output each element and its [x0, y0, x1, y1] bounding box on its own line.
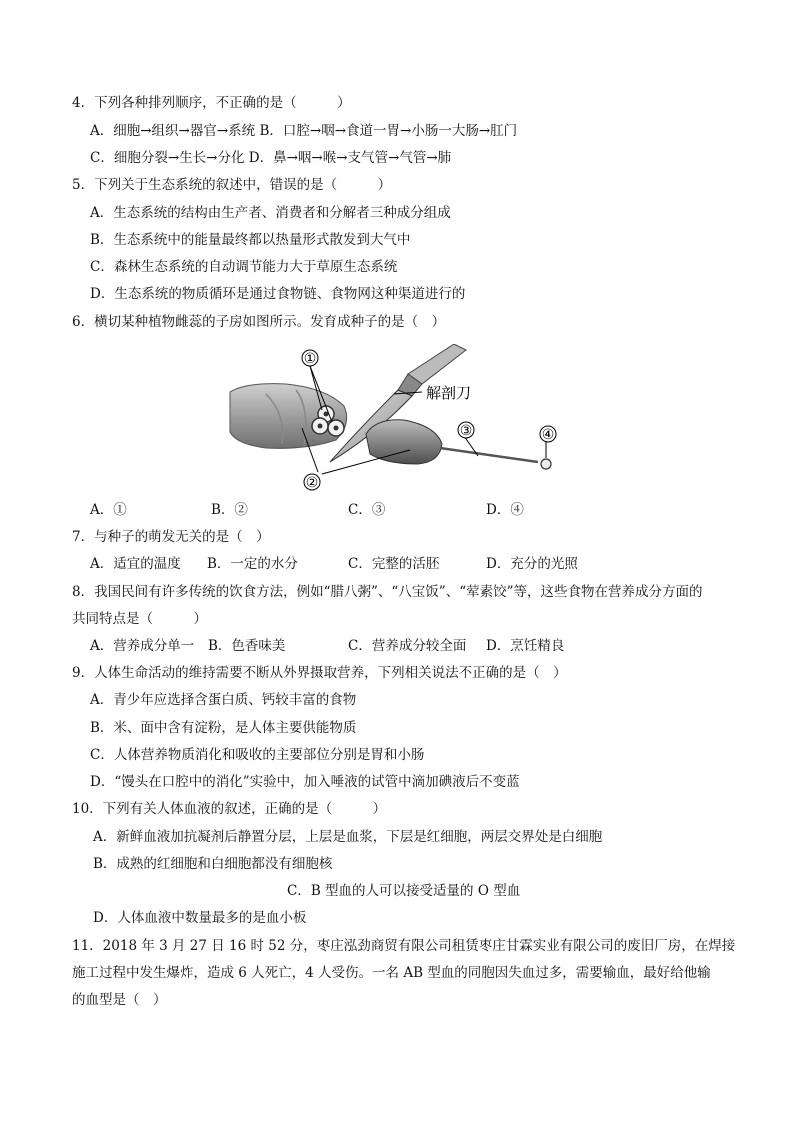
marker-1-label: ①	[303, 351, 317, 367]
q7-stem: 7．与种子的萌发无关的是（ ）	[72, 529, 270, 545]
q7-option-c: C．完整的活胚	[348, 556, 440, 572]
q9-option-d: D．“馒头在口腔中的消化”实验中，加入唾液的试管中滴加碘液后不变蓝	[90, 774, 520, 790]
q7-option-b: B．一定的水分	[207, 556, 298, 572]
q8-stem-line1: 8．我国民间有许多传统的饮食方法，例如“腊八粥”、“八宝饭”、“荤素饺”等，这些食物在营养成分方面的	[72, 584, 703, 600]
marker-2-label: ②	[305, 475, 319, 491]
q8-option-b: B．色香味美	[208, 638, 286, 654]
scalpel-label: 解剖刀	[426, 384, 472, 402]
q9-option-c: C．人体营养物质消化和吸收的主要部位分别是胃和小肠	[90, 747, 425, 763]
q4-stem: 4．下列各种排列顺序，不正确的是（ ）	[72, 95, 351, 111]
q8-stem-line2: 共同特点是（ ）	[72, 611, 207, 627]
q11-stem-line1: 11．2018 年 3 月 27 日 16 时 52 分，枣庄泓劲商贸有限公司租赁枣庄甘霖实业有限公司的废旧厂房，在焊接	[72, 938, 736, 954]
scalpel-handle	[408, 344, 466, 384]
ovary-figure-svg	[226, 344, 566, 494]
q5-option-d: D．生态系统的物质循环是通过食物链、食物网这种渠道进行的	[90, 286, 466, 302]
q5-stem: 5．下列关于生态系统的叙述中，错误的是（ ）	[72, 177, 392, 193]
q10-stem: 10．下列有关人体血液的叙述，正确的是（ ）	[72, 801, 387, 817]
q7-option-d: D．充分的光照	[486, 556, 578, 572]
q4-options-line2: C．细胞分裂→生长→分化 D．鼻→咽→喉→支气管→气管→肺	[90, 150, 452, 166]
q6-option-a: A．①	[90, 502, 127, 518]
q8-option-d: D．烹饪精良	[486, 638, 565, 654]
q9-option-b: B．米、面中含有淀粉，是人体主要供能物质	[90, 720, 357, 736]
q9-stem: 9．人体生命活动的维持需要不断从外界摄取营养，下列相关说法不正确的是（ ）	[72, 665, 567, 681]
q11-stem-line2: 施工过程中发生爆炸，造成 6 人死亡，4 人受伤。一名 AB 型血的同胞因失血过多，需要输血，最好给他输	[72, 965, 711, 981]
q5-option-b: B．生态系统中的能量最终都以热量形式散发到大气中	[90, 232, 411, 248]
q9-option-a: A．青少年应选择含蛋白质、钙较丰富的食物	[90, 692, 357, 708]
ovary-cross-section-figure	[226, 344, 566, 494]
q11-stem-line3: 的血型是（ ）	[72, 992, 167, 1008]
marker-4-label: ④	[541, 427, 555, 443]
q8-option-a: A．营养成分单一	[90, 638, 195, 654]
q4-options-line1: A．细胞→组织→器官→系统 B．口腔→咽→食道一胃→小肠一大肠→肛门	[90, 123, 518, 139]
q10-option-c: C．B 型血的人可以接受适量的 O 型血	[287, 883, 521, 899]
q10-option-b: B．成熟的红细胞和白细胞都没有细胞核	[93, 856, 333, 872]
q8-option-c: C．营养成分较全面	[348, 638, 467, 654]
q5-option-c: C．森林生态系统的自动调节能力大于草原生态系统	[90, 259, 398, 275]
q5-option-a: A．生态系统的结构由生产者、消费者和分解者三种成分组成	[90, 205, 451, 221]
q10-option-d: D．人体血液中数量最多的是血小板	[93, 910, 307, 926]
q6-stem: 6．横切某种植物雌蕊的子房如图所示。发育成种子的是（ ）	[72, 314, 446, 330]
ovary-piece	[366, 420, 442, 464]
q6-option-d: D．④	[486, 502, 524, 518]
q7-option-a: A．适宜的温度	[90, 556, 181, 572]
q6-option-b: B．②	[211, 502, 248, 518]
q6-option-c: C．③	[348, 502, 386, 518]
marker-3-label: ③	[459, 423, 473, 439]
q10-option-a: A．新鲜血液加抗凝剂后静置分层，上层是血浆，下层是红细胞，两层交界处是白细胞	[93, 829, 603, 845]
